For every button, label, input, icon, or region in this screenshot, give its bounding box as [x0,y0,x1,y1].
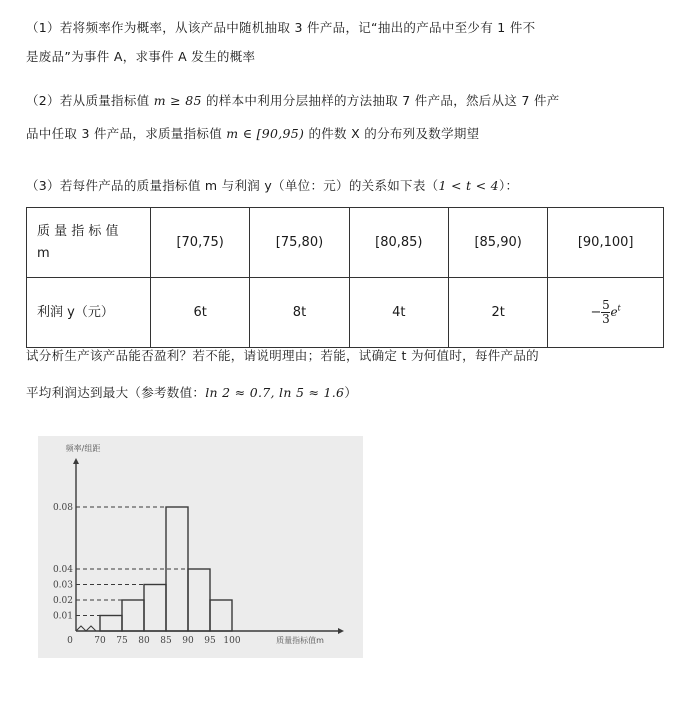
q2-line-1-text-a: （2）若从质量指标值 [26,93,154,108]
q3-math-range: 1 < t < 4 [438,178,499,193]
q2-math-condition: m ≥ 85 [153,93,202,108]
x-tick-label: 95 [204,636,216,646]
y-tick-label: 0.03 [52,580,73,591]
q2-math-interval: m ∈ [90,95) [226,126,305,141]
x-tick-label: 85 [160,636,172,646]
x-tick-label: 100 [223,636,241,646]
y-tick-label: 0.02 [52,596,73,606]
y-tick-label: 0.04 [52,565,73,575]
q1-line-1: （1）若将频率作为概率，从该产品中随机抽取 3 件产品，记“抽出的产品中至少有 1 件不 [26,20,536,35]
y-tick-label: 0.08 [52,503,73,513]
table-cell-interval: [75,80) [250,208,349,278]
q3-after-line-1: 试分析生产该产品能否盈利？若不能，请说明理由；若能，试确定 t 为何值时，每件产品的 [26,348,539,363]
formula-exponent: t [617,303,621,313]
formula-sign: − [590,305,602,320]
table-cell-interval: [85,90) [448,208,547,278]
q1-line-2: 是废品”为事件 A，求事件 A 发生的概率 [26,49,256,64]
q3-after-text-a: 平均利润达到最大（参考数值： [26,385,206,400]
x-tick-label: 75 [116,636,128,646]
x-tick-label: 90 [182,636,194,646]
table-header-quality-l2: m [37,245,50,261]
histogram-photo [38,436,363,658]
table-cell-profit-formula [548,278,664,348]
q3-intro-text-a: （3）若每件产品的质量指标值 m 与利润 y（单位：元）的关系如下表（ [26,178,439,193]
y-axis-title: 频率/组距 [65,444,101,453]
table-row-quality [27,208,664,278]
table-cell-interval: [90,100] [548,208,664,278]
q3-math-reference: ln 2 ≈ 0.7, ln 5 ≈ 1.6 [205,385,345,400]
histogram-bar [144,585,166,632]
q2-line-2 [26,124,479,142]
profit-table [26,207,664,348]
table-header-profit: 利润 y（元） [27,278,151,348]
formula-denominator: 3 [602,312,610,326]
histogram-bar [122,600,144,631]
q2-line-2-text-a: 品中任取 3 件产品，求质量指标值 [26,126,227,141]
q3-intro [26,176,518,194]
table-header-quality-l1: 质 量 指 标 值 [37,223,119,239]
histogram-bar [188,569,210,631]
origin-label: 0 [67,636,73,646]
q3-intro-text-b: ）： [498,178,519,193]
histogram-bar [100,616,122,632]
table-cell-profit: 8t [250,278,349,348]
formula-base: e [610,305,618,319]
table-cell-interval: [70,75) [151,208,250,278]
x-tick-label: 80 [138,636,150,646]
table-cell-profit: 6t [151,278,250,348]
table-header-quality [27,208,151,278]
histogram-bar [210,600,232,631]
q3-after-line-2 [26,383,357,401]
formula-numerator: 5 [602,298,610,312]
y-axis-arrow [73,458,79,464]
q2-line-1 [26,91,560,109]
table-cell-profit: 2t [448,278,547,348]
table-cell-interval: [80,85) [349,208,448,278]
x-axis-arrow [338,628,344,634]
y-tick-label: 0.01 [52,611,73,622]
x-axis-title: 质量指标值m [276,636,324,645]
q3-after-text-b: ） [344,385,358,400]
q2-line-1-text-b: 的样本中利用分层抽样的方法抽取 7 件产品，然后从这 7 件产 [201,93,560,108]
table-cell-profit: 4t [349,278,448,348]
axis-break-mark [76,626,96,631]
x-tick-label: 70 [94,636,106,646]
table-row-profit [27,278,664,348]
histogram-chart [38,436,363,658]
q2-line-2-text-b: 的件数 X 的分布列及数学期望 [304,126,480,141]
